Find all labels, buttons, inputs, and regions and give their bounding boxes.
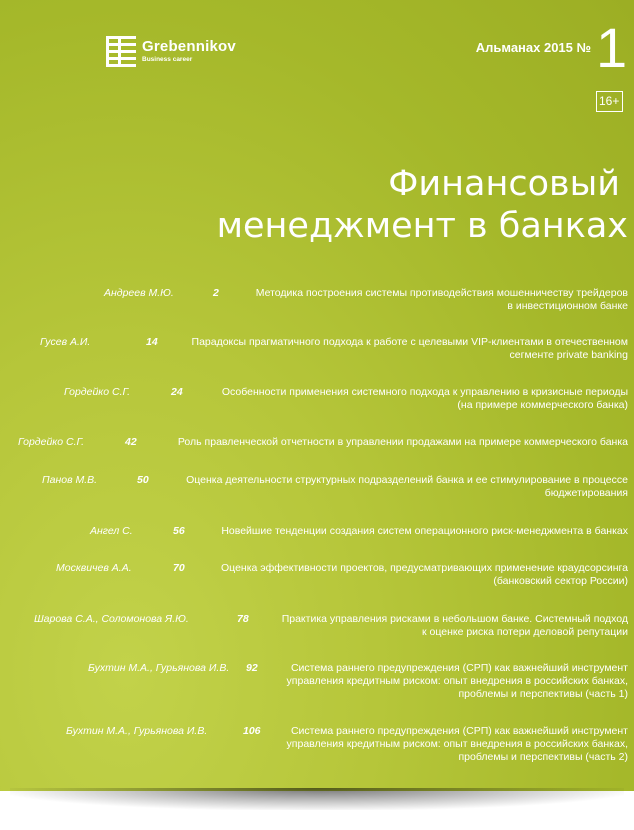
toc-entry [0, 525, 634, 538]
toc-article-title [205, 386, 628, 412]
toc-title-line: Методика построения системы противодействия мошенничеству трейдеров [255, 287, 628, 299]
cover-shadow [10, 788, 624, 810]
toc-title-line: Парадоксы прагматичного подхода к работе с целевыми VIP-клиентами в отечественном [191, 336, 628, 348]
grebennikov-logo-icon [106, 36, 136, 67]
toc-page-number: 70 [173, 562, 185, 574]
toc-article-title [205, 562, 628, 588]
toc-page-number: 14 [146, 336, 158, 348]
toc-title-line: Оценка эффективности проектов, предусматривающих применение краудсорсинга [221, 562, 628, 574]
age-rating-badge: 16+ [596, 91, 623, 112]
toc-entry [0, 613, 634, 639]
toc-author: Шарова С.А., Соломонова Я.Ю. [34, 613, 189, 625]
toc-entry [0, 287, 634, 313]
toc-author: Панов М.В. [42, 474, 98, 486]
toc-author: Ангел С. [90, 525, 133, 537]
toc-title-line: проблемы и перспективы (часть 2) [458, 751, 628, 763]
toc-page-number: 92 [246, 662, 258, 674]
toc-title-line: Система раннего предупреждения (СРП) как важнейший инструмент [290, 725, 628, 737]
brand-name: Grebennikov [142, 38, 236, 55]
title-line-1: Финансовый [388, 164, 620, 204]
toc-title-line: (банковский сектор России) [493, 575, 628, 587]
toc-author: Андреев М.Ю. [104, 287, 174, 299]
toc-article-title [160, 436, 628, 449]
toc-title-line: Новейшие тенденции создания систем операционного риск-менеджмента в банках [221, 525, 628, 537]
toc-title-line: управления кредитным риском: опыт внедрения в российских банках, [286, 675, 628, 687]
toc-article-title [286, 662, 628, 701]
toc-title-line: проблемы и перспективы (часть 1) [458, 688, 628, 700]
toc-entry [0, 662, 634, 701]
toc-author: Гордейко С.Г. [64, 386, 131, 398]
cover-title [217, 163, 628, 247]
toc-title-line: Оценка деятельности структурных подразделений банка и ее стимулирование в процессе [186, 474, 628, 486]
toc-page-number: 2 [213, 287, 219, 299]
almanac-label: Альманах 2015 № [475, 40, 591, 55]
toc-title-line: в инвестиционном банке [507, 300, 628, 312]
toc-article-title [271, 613, 628, 639]
toc-entry [0, 436, 634, 449]
toc-page-number: 50 [137, 474, 149, 486]
toc-title-line: Особенности применения системного подхода к управлению в кризисные периоды [221, 386, 628, 398]
toc-title-line: к оценке риска потери деловой репутации [421, 626, 628, 638]
toc-title-line: Система раннего предупреждения (СРП) как важнейший инструмент [290, 662, 628, 674]
toc-entry [0, 336, 634, 362]
brand-tagline: Business career [142, 56, 193, 63]
title-line-2: менеджмент в банках [216, 206, 628, 246]
toc-author: Гусев А.И. [40, 336, 91, 348]
toc-page-number: 56 [173, 525, 185, 537]
toc-article-title [174, 474, 628, 500]
toc-title-line: Роль правленческой отчетности в управлении продажами на примере коммерческого банка [177, 436, 628, 448]
toc-author: Бухтин М.А., Гурьянова И.В. [88, 662, 230, 674]
toc-article-title [285, 725, 628, 764]
toc-page-number: 78 [237, 613, 249, 625]
toc-article-title [206, 525, 628, 538]
toc-entry [0, 474, 634, 500]
publisher-logo [106, 36, 236, 67]
toc-title-line: сегменте private banking [509, 349, 628, 361]
toc-title-line: управления кредитным риском: опыт внедрения в российских банках, [286, 738, 628, 750]
toc-page-number: 42 [125, 436, 137, 448]
issue-number: 1 [596, 16, 628, 79]
toc-entry [0, 386, 634, 412]
toc-entry [0, 562, 634, 588]
toc-author: Москвичев А.А. [56, 562, 132, 574]
toc-entry [0, 725, 634, 764]
toc-title-line: бюджетирования [544, 487, 628, 499]
toc-author: Гордейко С.Г. [18, 436, 85, 448]
toc-page-number: 106 [243, 725, 261, 737]
toc-article-title [241, 287, 628, 313]
toc-title-line: Практика управления рисками в небольшом банке. Системный подход [281, 613, 628, 625]
toc-author: Бухтин М.А., Гурьянова И.В. [66, 725, 208, 737]
toc-title-line: (на примере коммерческого банка) [457, 399, 628, 411]
toc-article-title [178, 336, 628, 362]
toc-page-number: 24 [171, 386, 183, 398]
